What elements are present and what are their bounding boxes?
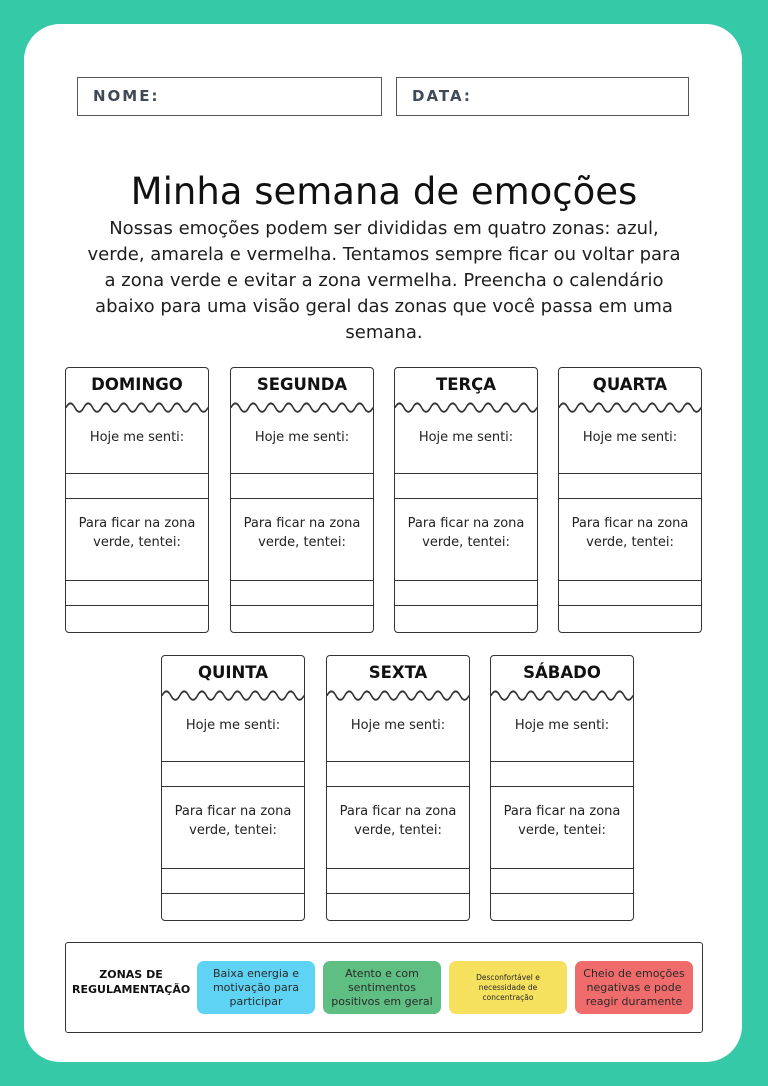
regulation-zones-legend: [65, 942, 703, 1033]
day-card: [394, 367, 538, 633]
tried-prompt: Para ficar na zona verde, tentei:: [78, 516, 196, 550]
felt-answer-line[interactable]: [327, 761, 469, 762]
tried-answer-line[interactable]: [231, 580, 373, 581]
day-card: [326, 655, 470, 921]
legend-title: ZONAS DE REGULAMENTAÇÃO: [72, 968, 191, 996]
day-card: [161, 655, 305, 921]
day-card: [558, 367, 702, 633]
name-field[interactable]: [77, 77, 382, 116]
felt-prompt: Hoje me senti:: [254, 430, 350, 445]
zone-green: [323, 961, 441, 1014]
felt-prompt: Hoje me senti:: [418, 430, 514, 445]
felt-answer-line[interactable]: [327, 786, 469, 787]
felt-prompt: Hoje me senti:: [582, 430, 678, 445]
felt-answer-line[interactable]: [162, 761, 304, 762]
zone-yellow: [449, 961, 567, 1014]
zone-blue-text: Baixa energia e motivação para participar: [212, 966, 300, 1008]
tried-answer-line[interactable]: [395, 580, 537, 581]
felt-answer-line[interactable]: [231, 473, 373, 474]
felt-prompt: Hoje me senti:: [89, 430, 185, 445]
felt-answer-line[interactable]: [66, 498, 208, 499]
tried-prompt: Para ficar na zona verde, tentei:: [571, 516, 689, 550]
day-name: TERÇA: [435, 375, 497, 394]
wavy-divider: [162, 690, 304, 704]
day-card: [230, 367, 374, 633]
page-title: Minha semana de emoções: [130, 170, 638, 213]
tried-answer-line[interactable]: [162, 893, 304, 894]
felt-answer-line[interactable]: [231, 498, 373, 499]
date-field[interactable]: [396, 77, 689, 116]
tried-answer-line[interactable]: [491, 893, 633, 894]
tried-prompt: Para ficar na zona verde, tentei:: [174, 804, 292, 838]
day-name: SEGUNDA: [256, 375, 348, 394]
day-card: [65, 367, 209, 633]
zone-red-text: Cheio de emoções negativas e pode reagir duramente: [583, 966, 685, 1008]
felt-prompt: Hoje me senti:: [350, 718, 446, 733]
tried-prompt: Para ficar na zona verde, tentei:: [407, 516, 525, 550]
tried-answer-line[interactable]: [559, 580, 701, 581]
felt-answer-line[interactable]: [559, 498, 701, 499]
date-label: DATA:: [412, 87, 472, 105]
felt-prompt: Hoje me senti:: [514, 718, 610, 733]
tried-prompt: Para ficar na zona verde, tentei:: [503, 804, 621, 838]
felt-answer-line[interactable]: [559, 473, 701, 474]
day-name: SEXTA: [368, 663, 428, 682]
felt-answer-line[interactable]: [491, 761, 633, 762]
tried-answer-line[interactable]: [66, 580, 208, 581]
day-name: SÁBADO: [523, 663, 601, 682]
felt-answer-line[interactable]: [162, 786, 304, 787]
day-name: QUARTA: [592, 375, 668, 394]
wavy-divider: [491, 690, 633, 704]
tried-answer-line[interactable]: [66, 605, 208, 606]
intro-text: Nossas emoções podem ser divididas em quatro zonas: azul, verde, amarela e vermelha. Tentamos sempre ficar ou voltar para a zona verde e evitar a zona vermelha. Preencha o calendário abaixo para uma visão geral das zonas que você passa em uma semana.: [87, 218, 681, 343]
felt-prompt: Hoje me senti:: [185, 718, 281, 733]
wavy-divider: [559, 402, 701, 416]
zone-yellow-text: Desconfortável e necessidade de concentração: [476, 972, 540, 1002]
tried-answer-line[interactable]: [162, 868, 304, 869]
zone-green-text: Atento e com sentimentos positivos em geral: [331, 966, 433, 1008]
day-name: DOMINGO: [91, 375, 183, 394]
wavy-divider: [327, 690, 469, 704]
tried-answer-line[interactable]: [395, 605, 537, 606]
zone-red: [575, 961, 693, 1014]
tried-answer-line[interactable]: [327, 893, 469, 894]
wavy-divider: [231, 402, 373, 416]
felt-answer-line[interactable]: [395, 473, 537, 474]
tried-answer-line[interactable]: [491, 868, 633, 869]
tried-answer-line[interactable]: [231, 605, 373, 606]
tried-answer-line[interactable]: [327, 868, 469, 869]
name-label: NOME:: [93, 87, 160, 105]
tried-prompt: Para ficar na zona verde, tentei:: [243, 516, 361, 550]
wavy-divider: [66, 402, 208, 416]
zone-blue: [197, 961, 315, 1014]
tried-prompt: Para ficar na zona verde, tentei:: [339, 804, 457, 838]
day-name: QUINTA: [197, 663, 269, 682]
day-card: [490, 655, 634, 921]
tried-answer-line[interactable]: [559, 605, 701, 606]
wavy-divider: [395, 402, 537, 416]
felt-answer-line[interactable]: [491, 786, 633, 787]
felt-answer-line[interactable]: [66, 473, 208, 474]
felt-answer-line[interactable]: [395, 498, 537, 499]
